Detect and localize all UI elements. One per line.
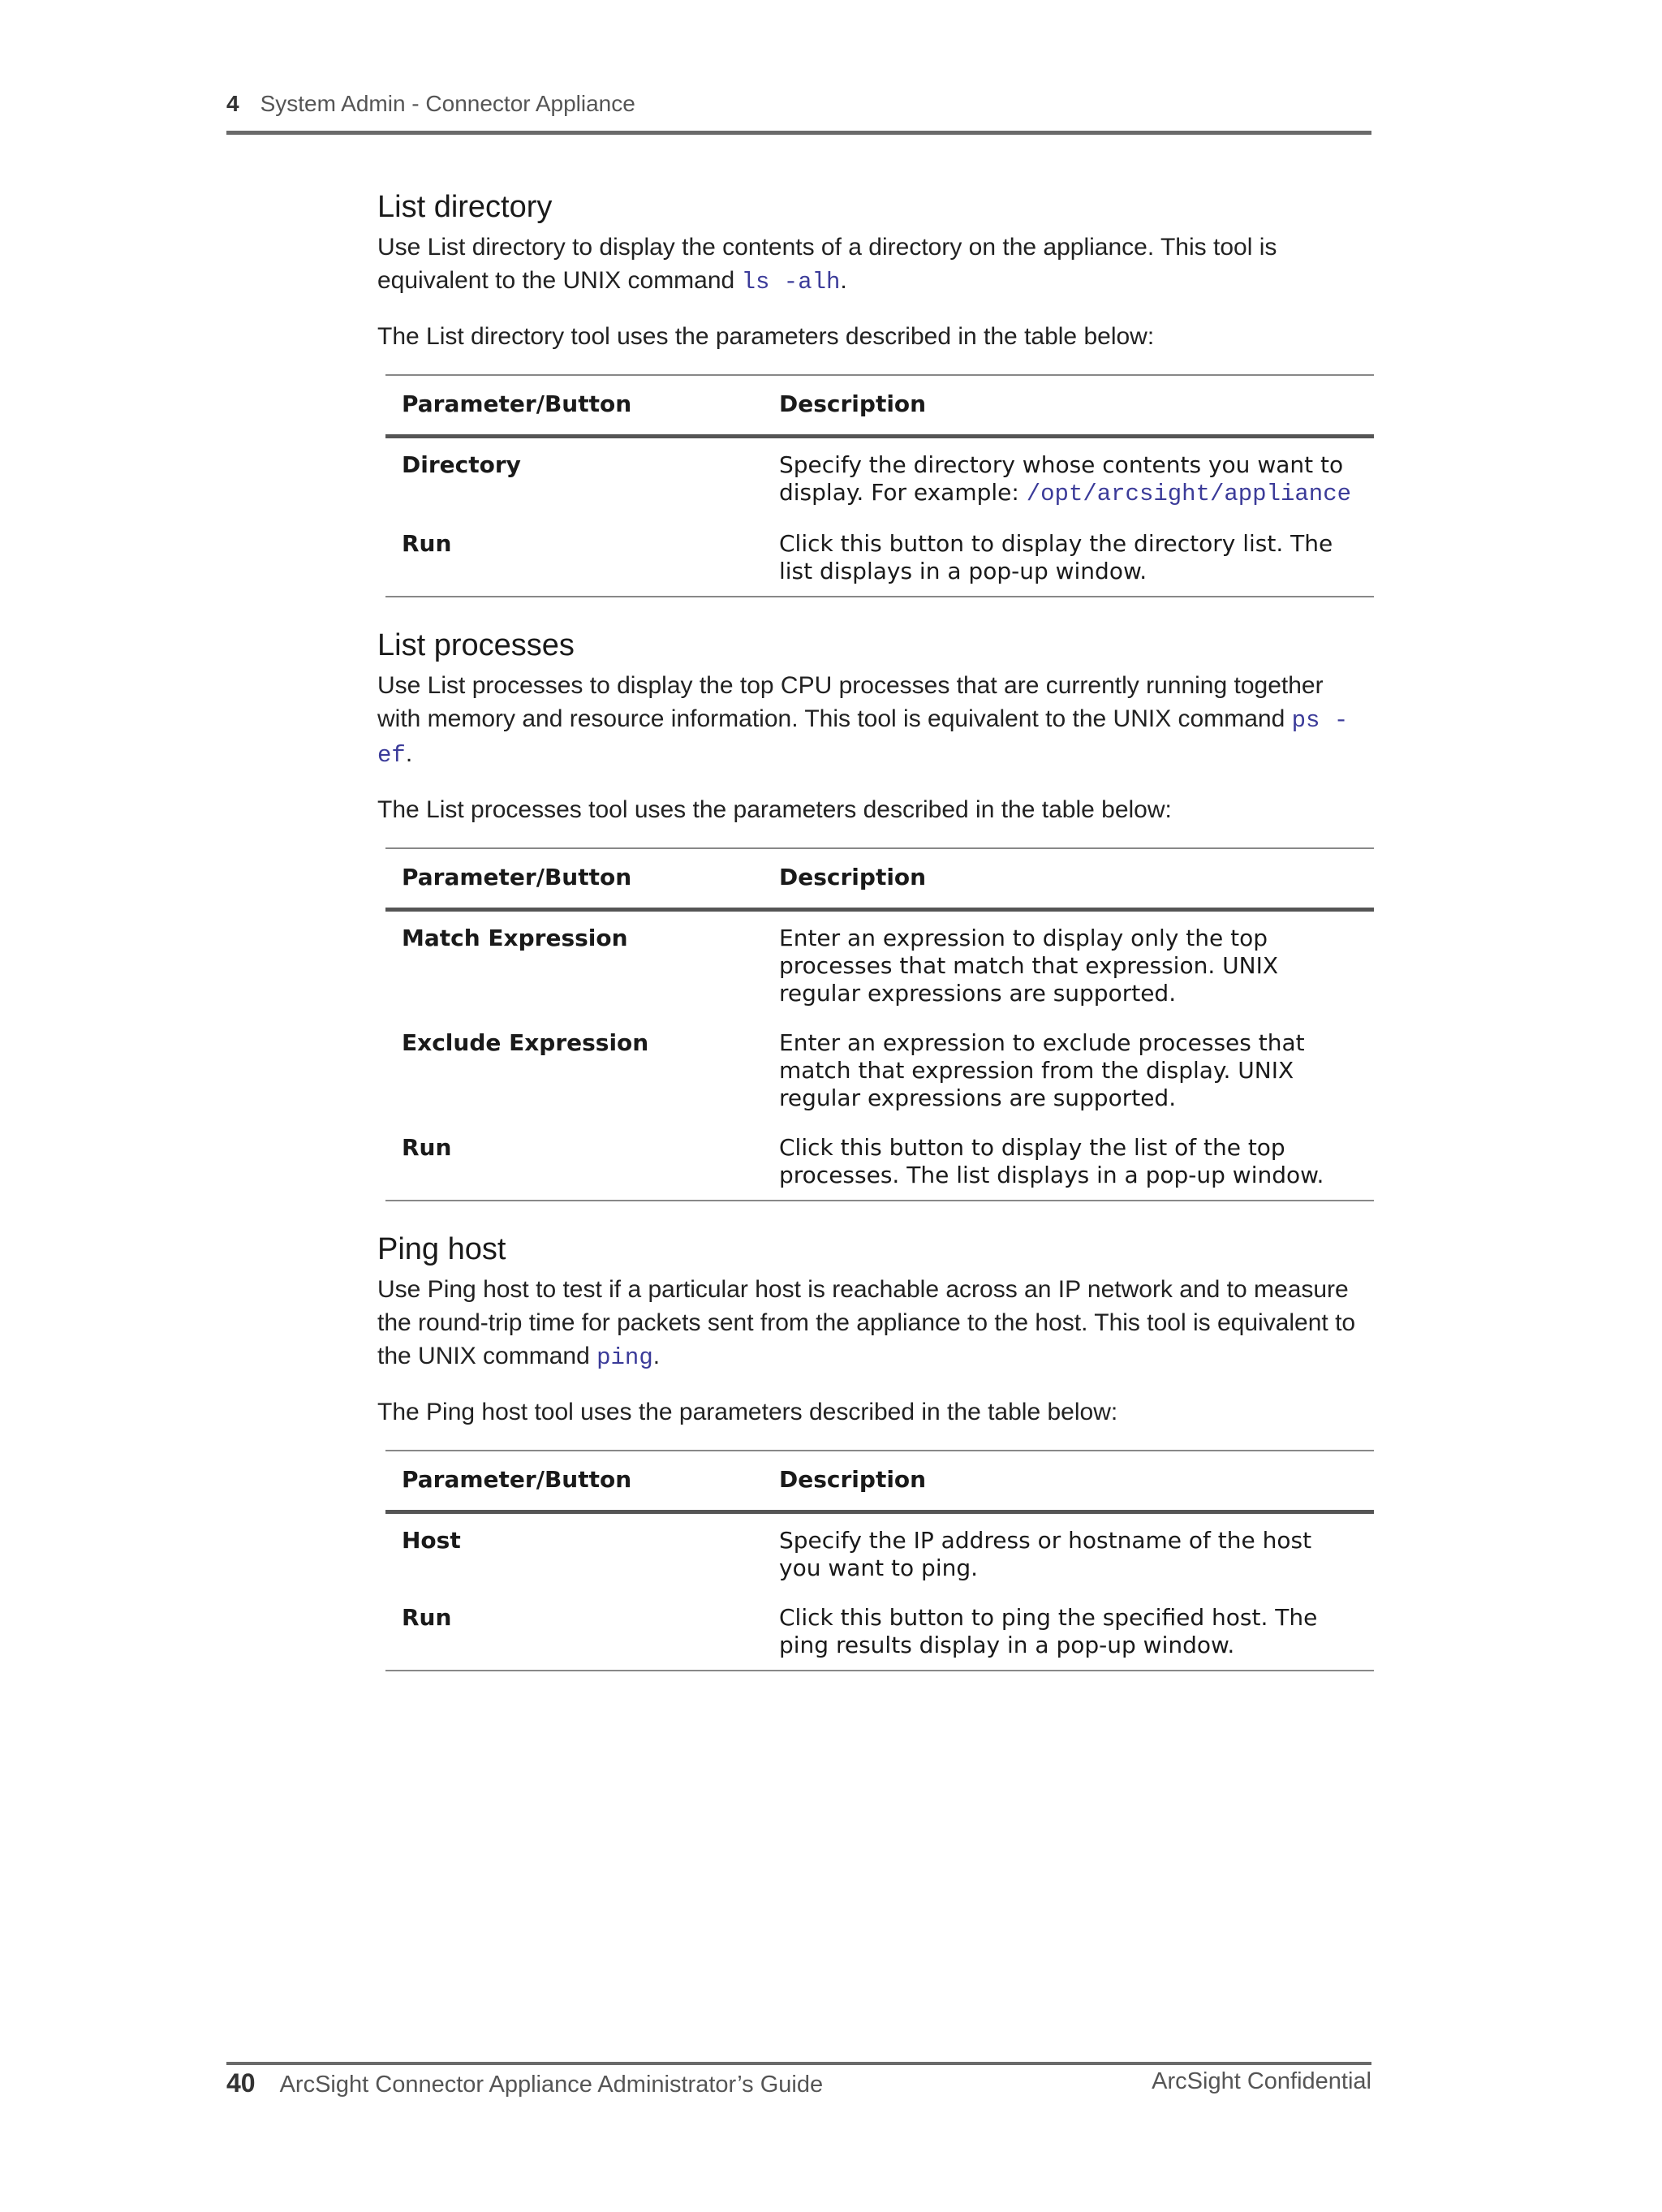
table-row	[385, 1123, 1374, 1201]
guide-title: ArcSight Connector Appliance Administrator’s Guide	[279, 2072, 824, 2098]
parameter-description: Enter an expression to exclude processes that match that expression from the display. UNIX regular expressions are supported.	[779, 1029, 1305, 1111]
table-row	[385, 1018, 1374, 1123]
table-row	[385, 437, 1374, 520]
section-heading: List directory	[377, 190, 553, 224]
page-footer	[226, 2062, 1371, 2098]
parameter-name: Run	[402, 530, 452, 557]
section-intro: Use List processes to display the top CPU processes that are currently running together with memory and resource information. This tool is equivalent to the UNIX command ps -ef.	[377, 672, 1349, 769]
parameter-description: Specify the directory whose contents you want to display. For example: /opt/arcsight/appliance	[779, 451, 1351, 507]
chapter-title: System Admin - Connector Appliance	[260, 91, 635, 116]
section-heading: Ping host	[377, 1232, 506, 1266]
column-header-description: Description	[763, 375, 1374, 437]
parameters-table	[385, 1450, 1374, 1671]
table-row	[385, 910, 1374, 1019]
column-header-description: Description	[763, 1451, 1374, 1512]
chapter-number: 4	[226, 91, 239, 116]
column-header-parameter: Parameter/Button	[385, 1451, 763, 1512]
parameter-description: Click this button to display the directory list. The list displays in a pop-up window.	[779, 530, 1333, 584]
parameter-description: Enter an expression to display only the top processes that match that expression. UNIX regular expressions are supported.	[779, 925, 1279, 1007]
table-row	[385, 519, 1374, 597]
parameter-name: Exclude Expression	[402, 1029, 649, 1056]
section-intro: Use Ping host to test if a particular host is reachable across an IP network and to measure the round-trip time for packets sent from the appliance to the host. This tool is equivalent to the UNIX command ping.	[377, 1276, 1356, 1371]
table-row	[385, 1593, 1374, 1671]
section-list-processes	[377, 627, 1371, 1201]
section-list-directory	[377, 188, 1371, 597]
table-intro: The List directory tool uses the parameters described in the table below:	[377, 323, 1155, 350]
column-header-description: Description	[763, 848, 1374, 910]
parameter-description: Specify the IP address or hostname of the host you want to ping.	[779, 1527, 1312, 1581]
parameter-name: Host	[402, 1527, 461, 1554]
parameter-description: Click this button to ping the specified host. The ping results display in a pop-up window.	[779, 1604, 1318, 1658]
column-header-parameter: Parameter/Button	[385, 375, 763, 437]
unix-command: ls -alh	[741, 269, 841, 295]
parameter-name: Directory	[402, 451, 521, 478]
table-intro: The List processes tool uses the parameters described in the table below:	[377, 796, 1172, 823]
parameter-name: Run	[402, 1604, 452, 1631]
confidential-label: ArcSight Confidential	[1152, 2068, 1371, 2094]
section-intro: Use List directory to display the contents of a directory on the appliance. This tool is equivalent to the UNIX command ls -alh.	[377, 234, 1277, 295]
section-heading: List processes	[377, 628, 575, 662]
page-header	[226, 91, 1371, 135]
section-ping-host	[377, 1231, 1371, 1671]
page-number: 40	[226, 2068, 256, 2098]
column-header-parameter: Parameter/Button	[385, 848, 763, 910]
parameter-name: Match Expression	[402, 925, 628, 951]
table-row	[385, 1512, 1374, 1593]
parameters-table	[385, 374, 1374, 597]
parameter-name: Run	[402, 1134, 452, 1161]
unix-command: ps -ef	[377, 707, 1349, 769]
parameter-description: Click this button to display the list of the top processes. The list displays in a pop-up window.	[779, 1134, 1324, 1188]
parameters-table	[385, 847, 1374, 1201]
main-content	[377, 188, 1371, 1701]
example-path: /opt/arcsight/appliance	[1026, 481, 1351, 507]
unix-command: ping	[596, 1344, 653, 1371]
table-intro: The Ping host tool uses the parameters described in the table below:	[377, 1399, 1118, 1425]
footer-left	[226, 2068, 823, 2098]
